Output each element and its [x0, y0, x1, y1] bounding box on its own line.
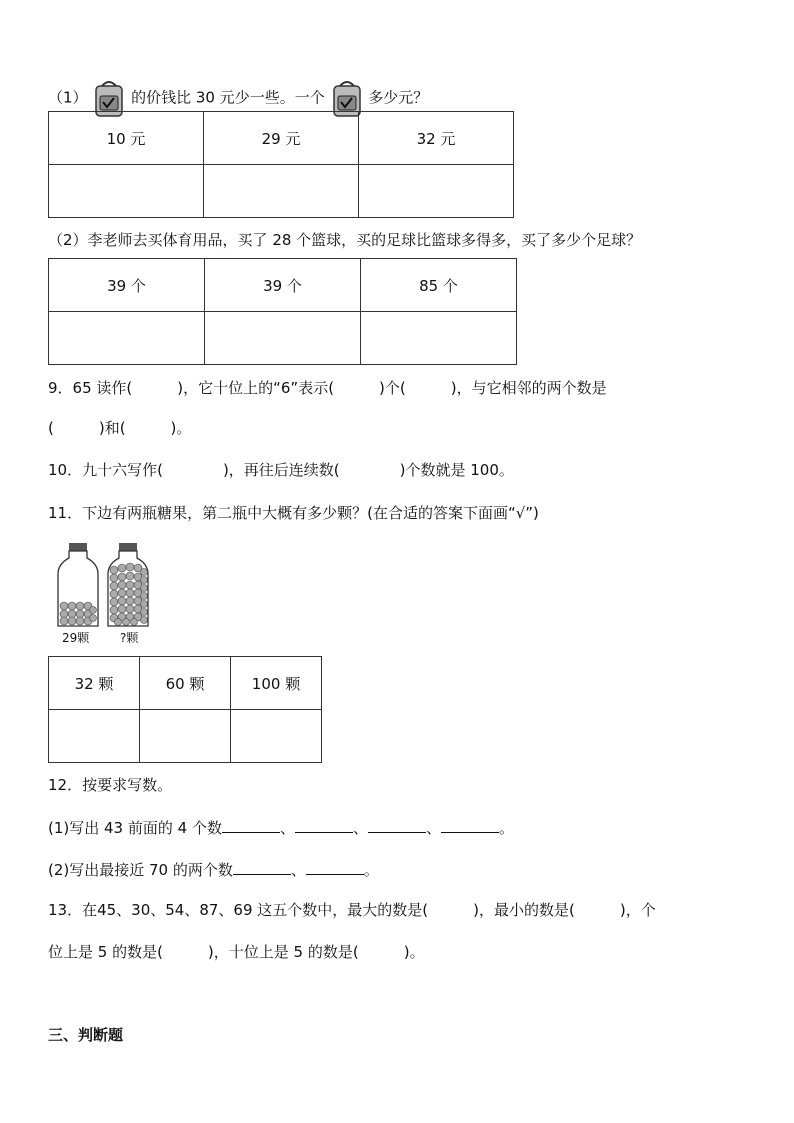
q11-answer-3[interactable]	[231, 710, 322, 763]
q11-option-3: 100 颗	[231, 657, 322, 710]
q12-sub-2-blank-1[interactable]	[233, 860, 291, 875]
q12-sub-1-blank-1[interactable]	[222, 818, 280, 833]
q12-sub-2-prefix: (2)写出最接近 70 的两个数	[48, 861, 233, 879]
q8-1-mid: 的价钱比 30 元少一些。一个	[131, 88, 325, 107]
q12-sub-1-blank-3[interactable]	[368, 818, 426, 833]
q8-2-question: （2）李老师去买体育用品，买了 28 个篮球，买的足球比篮球多得多，买了多少个足球？	[48, 231, 642, 249]
q8-2-answer-3[interactable]	[361, 312, 517, 365]
q12-sub-1-prefix: (1)写出 43 前面的 4 个数	[48, 819, 222, 837]
q11-options-table	[48, 656, 322, 763]
q12-end: 。	[499, 819, 515, 837]
q12-sep: 、	[425, 819, 441, 837]
q8-1-option-1: 10 元	[49, 112, 204, 165]
jar-2-label: ?颗	[120, 631, 139, 645]
q10-question: 10．九十六写作( )，再往后连续数( )个数就是 100。	[48, 461, 514, 479]
q8-1-answer-3[interactable]	[359, 165, 514, 218]
q11-answer-1[interactable]	[49, 710, 140, 763]
q8-2-answer-2[interactable]	[205, 312, 361, 365]
q8-1-option-2: 29 元	[204, 112, 359, 165]
q8-1-prefix: （1）	[48, 88, 88, 107]
candy-jars-illustration	[56, 542, 156, 630]
q11-option-2: 60 颗	[140, 657, 231, 710]
q9-line-2: ( )和( )。	[48, 419, 192, 437]
q8-1-answer-2[interactable]	[204, 165, 359, 218]
q9-line-1: 9．65 读作( )，它十位上的“6”表示( )个( )，与它相邻的两个数是	[48, 379, 607, 397]
q13-line-2: 位上是 5 的数是( )，十位上是 5 的数是( )。	[48, 943, 425, 961]
q8-1-suffix: 多少元？	[368, 88, 429, 107]
q8-2-option-2: 39 个	[205, 259, 361, 312]
q12-end: 。	[363, 861, 379, 879]
q8-1-answer-1[interactable]	[49, 165, 204, 218]
jar-2	[108, 543, 148, 626]
jar-1	[58, 543, 98, 626]
q12-sub-2-blank-2[interactable]	[306, 860, 364, 875]
q11-question: 11．下边有两瓶糖果，第二瓶中大概有多少颗？(在合适的答案下面画“√”)	[48, 504, 539, 522]
q12-sub-1-blank-4[interactable]	[441, 818, 499, 833]
q8-2-option-3: 85 个	[361, 259, 517, 312]
q8-2-options-table	[48, 258, 517, 365]
section-3-title: 三、判断题	[48, 1026, 124, 1044]
q12-sep: 、	[279, 819, 295, 837]
q12-sub-2	[48, 860, 379, 880]
jar-1-label: 29颗	[62, 631, 90, 645]
q11-option-1: 32 颗	[49, 657, 140, 710]
q8-2-option-1: 39 个	[49, 259, 205, 312]
q13-line-1: 13．在45、30、54、87、69 这五个数中，最大的数是( )，最小的数是( )，个	[48, 901, 656, 919]
q12-sub-1	[48, 818, 514, 838]
q12-sub-1-blank-2[interactable]	[295, 818, 353, 833]
q12-title: 12．按要求写数。	[48, 776, 173, 794]
q11-answer-2[interactable]	[140, 710, 231, 763]
q8-1-option-3: 32 元	[359, 112, 514, 165]
q8-2-answer-1[interactable]	[49, 312, 205, 365]
q12-sep: 、	[352, 819, 368, 837]
q8-1-options-table	[48, 111, 514, 218]
q12-sep: 、	[290, 861, 306, 879]
